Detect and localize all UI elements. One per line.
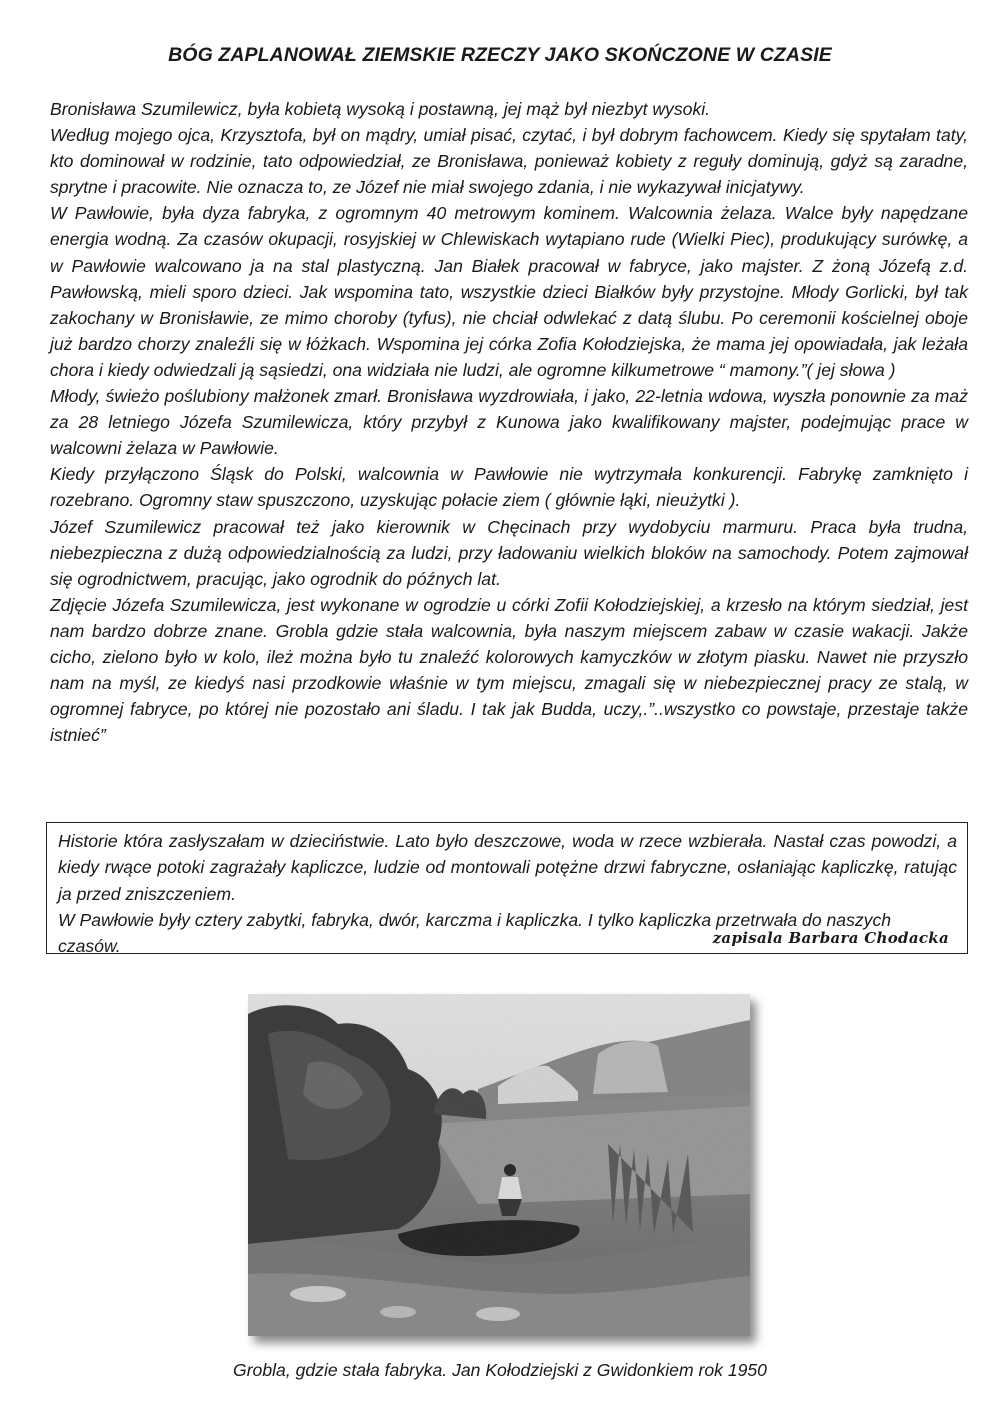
article-body [50, 96, 968, 748]
paragraph: W Pawłowie, była dyza fabryka, z ogromnym 40 metrowym kominem. Walcownia żelaza. Walce były napędzane energia wodną. Za czasów okupacji, rosyjskiej w Chlewiskach wytapiano rude (Wielki Piec), produkujący surówkę, a w Pawłowie walcowano ja na stal plastyczną. Jan Białek pracował w fabryce, jako majster. Z żoną Józefą z.d. Pawłowską, mieli sporo dzieci. Jak wspomina tato, wszystkie dzieci Białków były przystojne. Młody Gorlicki, był tak zakochany w Bronisławie, ze mimo choroby (tyfus), nie chciał odwlekać z datą ślubu. Po ceremonii kościelnej oboje już bardzo chorzy znaleźli się w łóżkach. Wspomina jej córka Zofia Kołodziejska, że mama jej opowiadała, jak leżała chora i kiedy odwiedzali ją sąsiedzi, ona widziała nie ludzi, ale ogromne kilkumetrowe “ mamony.”( jej słowa ) [50, 203, 968, 380]
paragraph: Kiedy przyłączono Śląsk do Polski, walcownia w Pawłowie nie wytrzymała konkurencji. Fabrykę zamknięto i rozebrano. Ogromny staw spuszczono, uzyskując połacie ziem ( głównie łąki, nieużytki ). [50, 464, 968, 511]
photo-image [248, 994, 750, 1336]
paragraph: Według mojego ojca, Krzysztofa, był on mądry, umiał pisać, czytać, i był dobrym fachowcem. Kiedy się spytałam taty, kto dominował w rodzinie, tato odpowiedział, ze Bronisława, ponieważ kobiety z reguły dominują, gdyż są zaradne, sprytne i pracowite. Nie oznacza to, ze Józef nie miał swojego zdania, i nie wykazywał inicjatywy. [50, 125, 968, 198]
paragraph: Bronisława Szumilewicz, była kobietą wysoką i postawną, jej mąż był niezbyt wysoki. [50, 99, 711, 119]
paragraph: Zdjęcie Józefa Szumilewicza, jest wykonane w ogrodzie u córki Zofii Kołodziejskiej, a krzesło na którym siedział, jest nam bardzo dobrze znane. Grobla gdzie stała walcownia, była naszym miejscem zabaw w czasie wakacji. Jakże cicho, zielono było w kolo, ileż można było tu znaleźć kolorowych kamyczków w złotym piasku. Nawet nie przyszło nam na myśl, ze kiedyś nasi przodkowie właśnie w tym miejscu, zmagali się w niebezpiecznej pracy ze stalą, w ogromnej fabryce, po której nie pozostało ani śladu. I tak jak Budda, uczy,.”..wszystko co powstaje, przestaje także istnieć” [50, 594, 968, 746]
story-box [46, 822, 968, 957]
box-paragraph: W Pawłowie były cztery zabytki, fabryka, dwór, karczma i kapliczka. I tylko kapliczka przetrwała do naszych czasów. [58, 909, 892, 957]
paragraph: Młody, świeżo poślubiony małżonek zmarł. Bronisława wyzdrowiała, i jako, 22-letnia wdowa, wyszła ponownie za maż za 28 letniego Józefa Szumilewicza, który przybył z Kunowa jako kwalifikowany majster, podejmując prace w walcowni żelaza w Pawłowie. [50, 386, 968, 459]
photo [248, 994, 750, 1336]
box-paragraph: Historie która zasłyszałam w dzieciństwie. Lato było deszczowe, woda w rzece wzbierała. Nastał czas powodzi, a kiedy rwące potoki zagrażały kapliczce, ludzie od montowali potężne drzwi fabryczne, osłaniając kapliczkę, ratując ja przed zniszczeniem. [58, 831, 957, 904]
photo-caption: Grobla, gdzie stała fabryka. Jan Kołodziejski z Gwidonkiem rok 1950 [233, 1360, 767, 1380]
page-title: BÓG ZAPLANOWAŁ ZIEMSKIE RZECZY JAKO SKOŃCZONE W CZASIE [168, 44, 832, 66]
signature: zapisala Barbara Chodacka [712, 928, 949, 947]
paragraph: Józef Szumilewicz pracował też jako kierownik w Chęcinach przy wydobyciu marmuru. Praca była trudna, niebezpieczna z dużą odpowiedzialnością za ludzi, przy ładowaniu wielkich bloków na samochody. Potem zajmował się ogrodnictwem, pracując, jako ogrodnik do późnych lat. [50, 516, 968, 589]
